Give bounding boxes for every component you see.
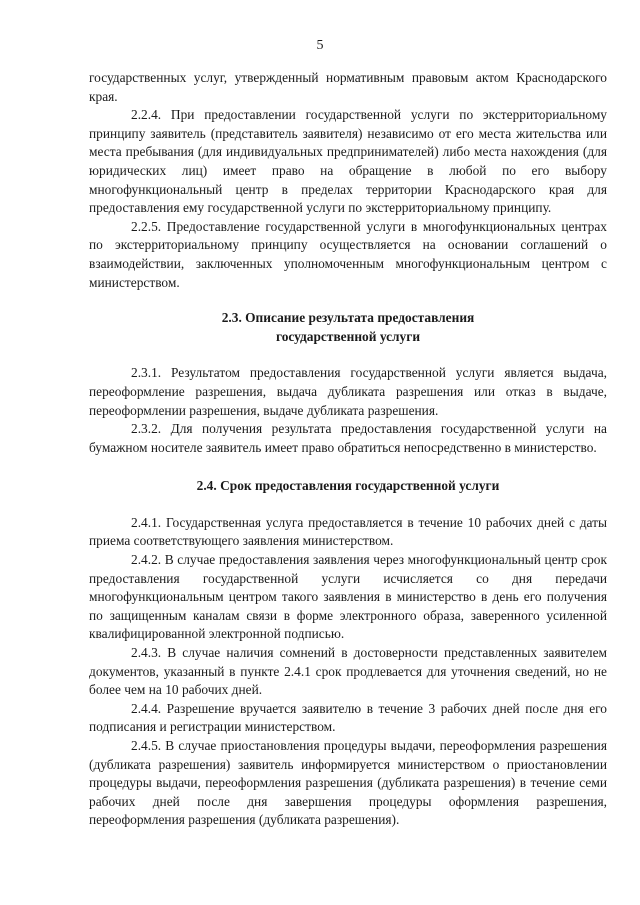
document-body [89, 69, 607, 830]
paragraph-2-4-5: 2.4.5. В случае приостановления процедуры выдачи, переоформления разрешения (дубликата разрешения) заявитель информируется министерством о приостановлении процедуры выдачи, переоформления разрешения (дубликата разрешения) в течение семи рабочих дней после дня завершения процедуры оформления разрешения, переоформления разрешения (дубликата разрешения). [89, 738, 607, 828]
paragraph-2-4-2: 2.4.2. В случае предоставления заявления через многофункциональный центр срок предоставления государственной услуги исчисляется со дня передачи многофункциональным центром такого заявления в министерство в день его получения по защищенным каналам связи в форме электронного образа, заверенного усиленной квалифицированной электронной подписью. [89, 552, 607, 642]
page-number: 5 [316, 38, 324, 53]
paragraph-2-2-4: 2.2.4. При предоставлении государственной услуги по экстерриториальному принципу заявитель (представитель заявителя) независимо от его места жительства или места пребывания (для индивидуальных предпринимателей) либо места нахождения (для юридических лиц) имеет право на обращение в любой по его выбору многофункциональный центр в пределах территории Краснодарского края для предоставления ему государственной услуги по экстерриториальному принципу. [89, 107, 607, 216]
paragraph-2-4-1: 2.4.1. Государственная услуга предоставляется в течение 10 рабочих дней с даты приема соответствующего заявления министерством. [89, 514, 607, 549]
paragraph-2-4-4: 2.4.4. Разрешение вручается заявителю в течение 3 рабочих дней после дня его подписания и регистрации министерством. [89, 700, 607, 735]
paragraph-2-3-2: 2.3.2. Для получения результата предоставления государственной услуги на бумажном носителе заявитель имеет право обратиться непосредственно в министерство. [89, 421, 607, 455]
section-heading-2-4: 2.4. Срок предоставления государственной услуги [196, 478, 500, 494]
paragraph-2-2-5: 2.2.5. Предоставление государственной услуги в многофункциональных центрах по экстерриториальному принципу осуществляется на основании соглашений о взаимодействии, заключенных уполномоченным многофункциональным центром с министерством. [89, 218, 607, 290]
section-heading-2-3-line1: 2.3. Описание результата предоставления [221, 310, 475, 326]
section-heading-2-3-line2: государственной услуги [275, 328, 421, 344]
paragraph-2-4-3: 2.4.3. В случае наличия сомнений в достоверности представленных заявителем документов, указанный в пункте 2.4.1 срок продлевается для уточнения сведений, но не более чем на 10 рабочих дней. [89, 645, 607, 698]
paragraph-continuation: государственных услуг, утвержденный нормативным правовым актом Краснодарского края. [89, 70, 607, 104]
paragraph-2-3-1: 2.3.1. Результатом предоставления государственной услуги является выдача, переоформление разрешения, выдача дубликата разрешения или отказ в выдаче, переоформлении разрешения, выдаче дубликата разрешения. [89, 365, 607, 418]
